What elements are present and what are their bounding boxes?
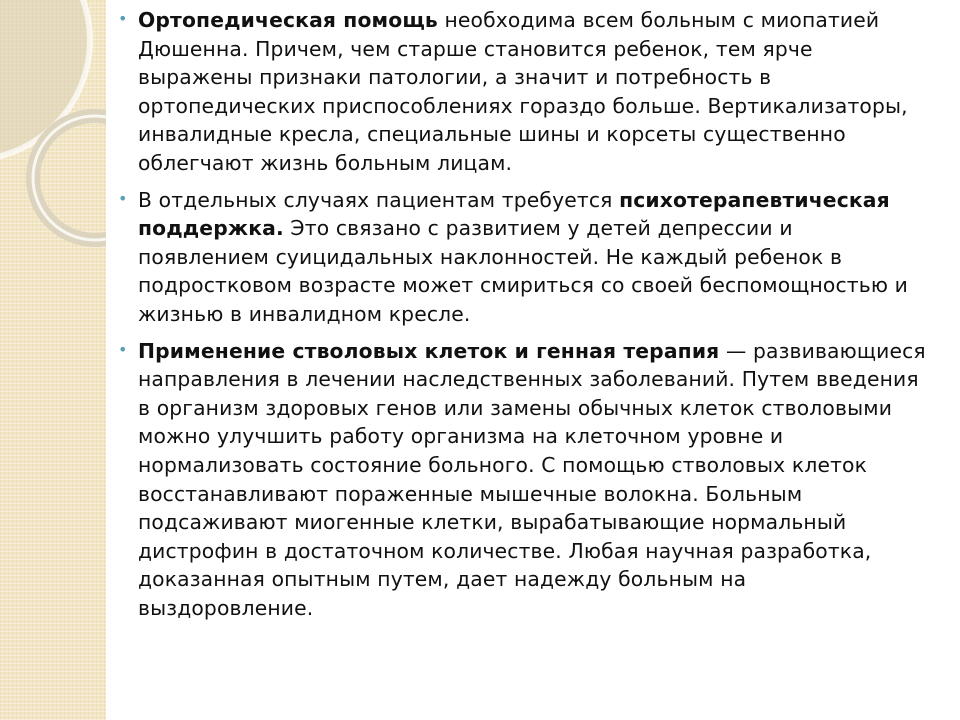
bullet-text: Это связано с развитием у детей депрессии и появлением суицидальных наклонностей. Не каждый ребенок в подростковом возрасте может смириться со своей беспомощностью и жизнью в инвалидном кресле. [138,216,908,326]
bullet-text: — развивающиеся направления в лечении наследственных заболеваний. Путем введения в организм здоровых генов или замены обычных клеток стволовыми можно улучшить работу организма на клеточном уровне и нормализовать состояние больного. С помощью стволовых клеток восстанавливают пораженные мышечные волокна. Больным подсаживают миогенные клетки, вырабатывающие нормальный дистрофин в достаточном количестве. Любая научная разработка, доказанная опытным путем, дает надежду больным на выздоровление. [138,338,926,620]
bullet-marker: • [118,339,128,359]
bullet-marker: • [118,9,128,28]
bullet-heading: Ортопедическая помощь [138,8,438,32]
bullet-psychotherapy-support [114,186,926,329]
bullet-marker: • [118,188,128,208]
bullet-intro-text: В отдельных случаях пациентам требуется [138,187,620,212]
decorative-side-panel [0,0,106,720]
bullet-heading: психотерапевтическая поддержка. [138,187,890,241]
bullet-orthopedic-help [114,6,926,178]
bullet-text: необходима всем больным с миопатией Дюшенна. Причем, чем старше становится ребенок, тем ярче выражены признаки патологии, а значит и потребность в ортопедических приспособлениях гораздо больше. Вертикализаторы, инвалидные кресла, специальные шины и корсеты существенно облегчают жизнь больным лицам. [138,8,908,175]
bullet-heading: Применение стволовых клеток и генная терапия [138,338,720,363]
decorative-rings [0,0,106,720]
decorative-ring [33,116,106,240]
slide-content [114,6,926,630]
bullet-stem-cells-gene-therapy [114,337,926,623]
